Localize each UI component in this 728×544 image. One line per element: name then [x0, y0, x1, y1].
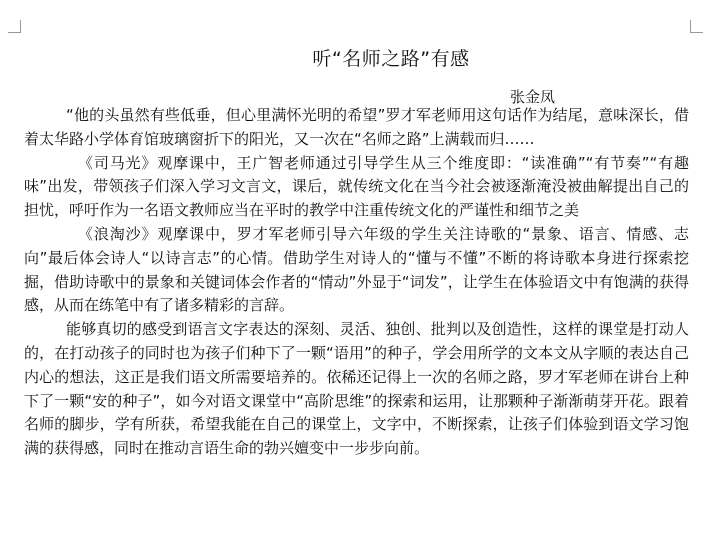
paragraph-4: 能够真切的感受到语言文字表达的深刻、灵活、独创、批判以及创造性，这样的课堂是打动人的，在打动孩子的同时也为孩子们种下了一颗“语用”的种子，学会用所学的文本文从字顺的表达自己内心的想法，这正是我们语文所需要培养的。依稀还记得上一次的名师之路，罗才军老师在讲台上种下了一颗“安的种子”，如今对语文课堂中“高阶思维”的探索和运用，让那颗种子渐渐萌芽开花。跟着名师的脚步，学有所获，希望我能在自己的课堂上，文字中，不断探索，让孩子们体验到语文学习饱满的获得感，同时在推动言语生命的勃兴嬗变中一步步向前。 [24, 320, 689, 458]
margin-corner-mark-right [690, 20, 703, 33]
paragraph-3: 《浪淘沙》观摩课中，罗才军老师引导六年级的学生关注诗歌的“景象、语言、情感、志向”最后体会诗人“以诗言志”的心情。借助学生对诗人的“懂与不懂”不断的将诗歌本身进行探索挖掘，借助诗歌中的景象和关键词体会作者的“情动”外显于“词发”，让学生在体验语文中有饱满的获得感，从而在练笔中有了诸多精彩的言辞。 [24, 224, 689, 315]
article-body [24, 104, 689, 461]
margin-corner-mark-left [8, 20, 21, 33]
paragraph-1: “他的头虽然有些低垂，但心里满怀光明的希望”罗才军老师用这句话作为结尾，意味深长，借着太华路小学体育馆玻璃窗折下的阳光，又一次在“名师之路”上满载而归…… [24, 106, 689, 148]
article-title: 听“名师之路”有感 [312, 48, 470, 70]
article-author: 张金凤 [510, 88, 556, 106]
paragraph-2: 《司马光》观摩课中，王广智老师通过引导学生从三个维度即：“读准确”“有节奏”“有趣味”出发，带领孩子们深入学习文言文，课后，就传统文化在当今社会被逐渐淹没被曲解提出自己的担忧，呼吁作为一名语文教师应当在平时的教学中注重传统文化的严谨性和细节之美 [24, 153, 689, 220]
